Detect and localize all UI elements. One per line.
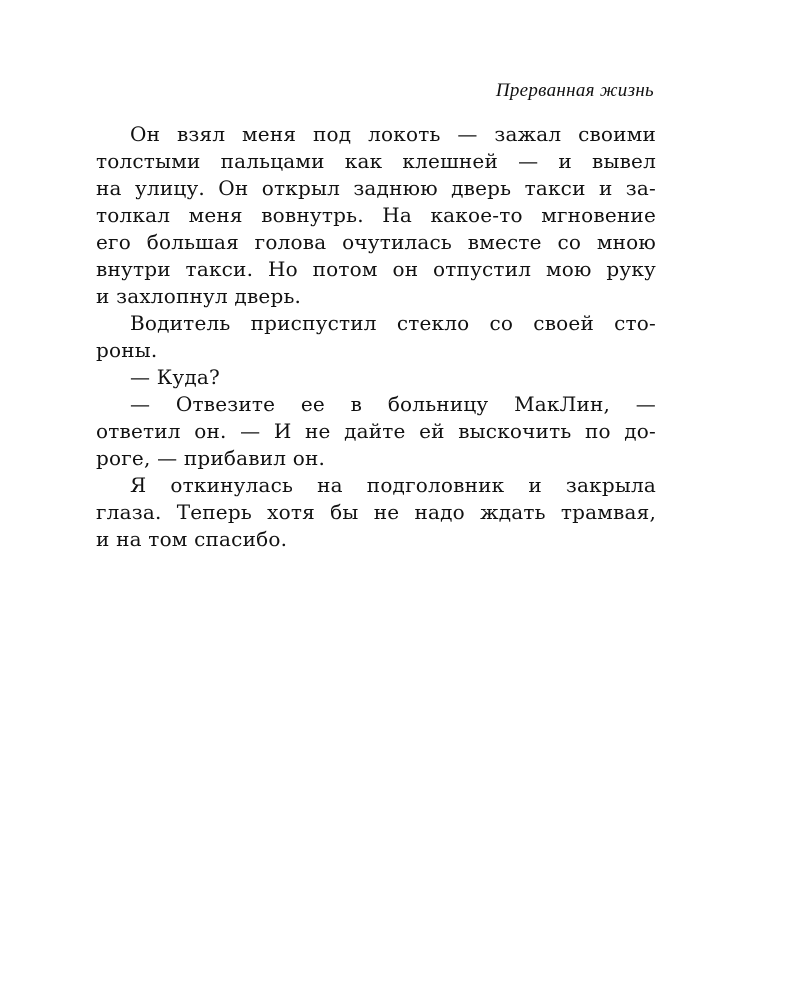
text-line: роны.	[96, 338, 158, 362]
text-line: толкал меня вовнутрь. На какое-то мгновение	[96, 203, 656, 227]
text-line: его большая голова очутилась вместе со мною	[96, 230, 656, 254]
text-line: и на том спасибо.	[96, 527, 288, 551]
text-line: глаза. Теперь хотя бы не надо ждать трамвая,	[96, 500, 656, 524]
text-line: и захлопнул дверь.	[96, 284, 302, 308]
text-line: Он взял меня под локоть — зажал своими	[130, 122, 656, 146]
text-line: — Куда?	[130, 365, 220, 389]
running-head: Прерванная жизнь	[495, 80, 654, 101]
text-line: ответил он. — И не дайте ей выскочить по до-	[96, 419, 656, 443]
text-line: Я откинулась на подголовник и закрыла	[130, 473, 656, 497]
text-line: — Отвезите ее в больницу МакЛин, —	[130, 392, 656, 416]
text-line: толстыми пальцами как клешней — и вывел	[96, 149, 656, 173]
body-text	[96, 121, 656, 553]
text-line: внутри такси. Но потом он отпустил мою руку	[96, 257, 656, 281]
text-line: Водитель приспустил стекло со своей сто-	[130, 311, 656, 335]
text-line: роге, — прибавил он.	[96, 446, 326, 470]
text-line: на улицу. Он открыл заднюю дверь такси и за-	[96, 176, 656, 200]
